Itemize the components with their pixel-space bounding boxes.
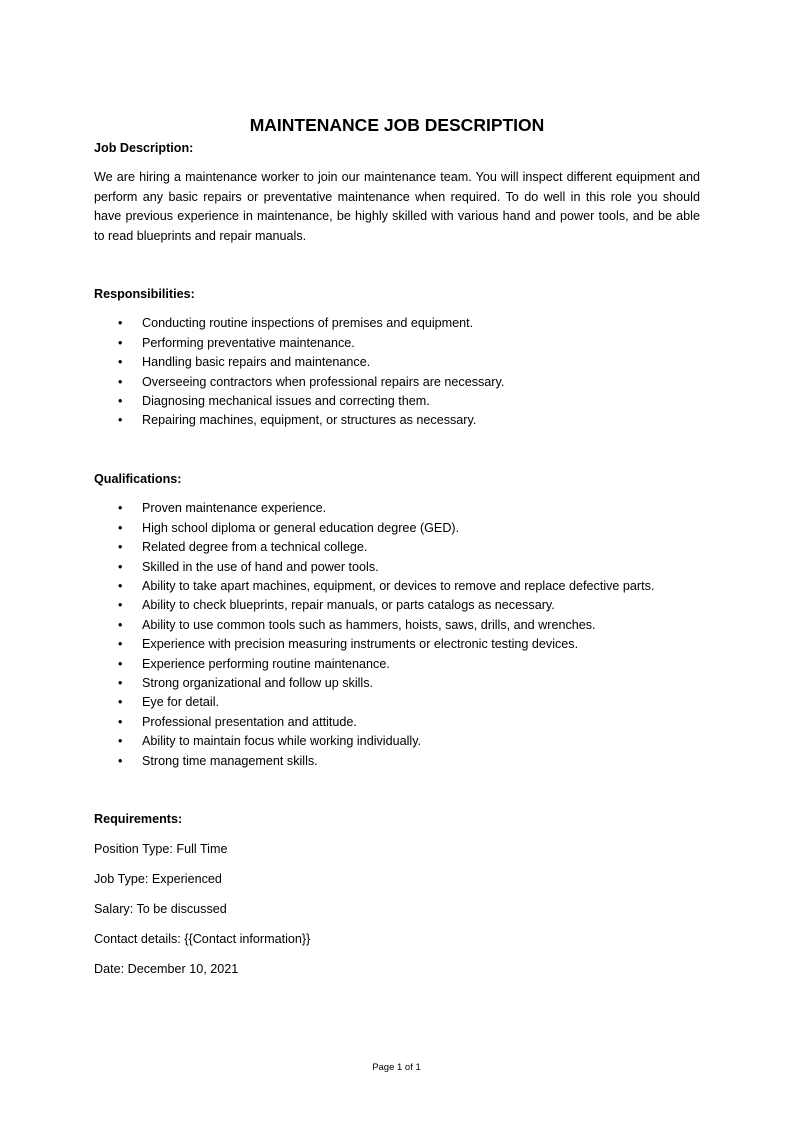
list-item-text: Ability to take apart machines, equipment, or devices to remove and replace defective parts. — [142, 578, 655, 593]
list-item — [94, 596, 700, 615]
list-item-text: Professional presentation and attitude. — [142, 714, 357, 729]
list-item-text: Conducting routine inspections of premises and equipment. — [142, 316, 474, 331]
bullet-icon: • — [118, 656, 123, 671]
bullet-icon: • — [118, 637, 123, 652]
list-item-text: Experience performing routine maintenance. — [142, 656, 390, 671]
responsibilities-list — [94, 314, 700, 430]
list-item — [94, 635, 700, 654]
list-item — [94, 577, 700, 596]
list-item — [94, 655, 700, 674]
bullet-icon: • — [118, 714, 123, 729]
list-item-text: Diagnosing mechanical issues and correcting them. — [142, 394, 430, 409]
list-item-text: Repairing machines, equipment, or structures as necessary. — [142, 413, 477, 428]
list-item — [94, 499, 700, 518]
contact-details: Contact details: {{Contact information}} — [94, 932, 311, 947]
document-title: MAINTENANCE JOB DESCRIPTION — [249, 115, 545, 135]
page-number-footer: Page 1 of 1 — [372, 1062, 421, 1073]
bullet-icon: • — [118, 335, 123, 350]
list-item-text: Handling basic repairs and maintenance. — [142, 355, 371, 370]
list-item — [94, 713, 700, 732]
list-item-text: Ability to maintain focus while working individually. — [142, 734, 422, 749]
list-item-text: Overseeing contractors when professional repairs are necessary. — [142, 374, 505, 389]
list-item-text: Performing preventative maintenance. — [142, 335, 355, 350]
bullet-icon: • — [118, 394, 123, 409]
list-item — [94, 314, 700, 333]
date: Date: December 10, 2021 — [94, 962, 239, 977]
bullet-icon: • — [118, 617, 123, 632]
requirements-heading: Requirements: — [94, 811, 183, 826]
bullet-icon: • — [118, 374, 123, 389]
list-item — [94, 411, 700, 430]
bullet-icon: • — [118, 413, 123, 428]
document-body — [94, 114, 700, 990]
list-item-text: Ability to use common tools such as hammers, hoists, saws, drills, and wrenches. — [142, 617, 596, 632]
bullet-icon: • — [118, 355, 123, 370]
list-item — [94, 693, 700, 712]
bullet-icon: • — [118, 520, 123, 535]
list-item-text: Skilled in the use of hand and power tools. — [142, 559, 379, 574]
list-item — [94, 558, 700, 577]
bullet-icon: • — [118, 316, 123, 331]
qualifications-list — [94, 499, 700, 771]
list-item — [94, 538, 700, 557]
list-item-text: Proven maintenance experience. — [142, 501, 327, 516]
qualifications-heading: Qualifications: — [94, 471, 182, 486]
list-item-text: High school diploma or general education degree (GED). — [142, 520, 460, 535]
bullet-icon: • — [118, 540, 123, 555]
job-description-text: We are hiring a maintenance worker to join our maintenance team. You will inspect different equipment and perform any basic repairs or preventative maintenance when required. To do well in this role you should have previous experience in maintenance, be highly skilled with various hand and power tools, and be able to read blueprints and repair manuals. — [94, 170, 700, 243]
salary: Salary: To be discussed — [94, 902, 227, 917]
list-item — [94, 674, 700, 693]
list-item-text: Strong organizational and follow up skills. — [142, 675, 374, 690]
list-item-text: Related degree from a technical college. — [142, 540, 368, 555]
list-item — [94, 752, 700, 771]
bullet-icon: • — [118, 695, 123, 710]
job-type: Job Type: Experienced — [94, 872, 222, 887]
bullet-icon: • — [118, 578, 123, 593]
bullet-icon: • — [118, 559, 123, 574]
job-description-heading: Job Description: — [94, 141, 194, 155]
bullet-icon: • — [118, 501, 123, 516]
list-item — [94, 392, 700, 411]
list-item-text: Strong time management skills. — [142, 753, 318, 768]
responsibilities-heading: Responsibilities: — [94, 287, 195, 302]
bullet-icon: • — [118, 598, 123, 613]
list-item-text: Eye for detail. — [142, 695, 220, 710]
list-item — [94, 334, 700, 353]
bullet-icon: • — [118, 675, 123, 690]
list-item — [94, 519, 700, 538]
position-type: Position Type: Full Time — [94, 842, 228, 857]
list-item — [94, 732, 700, 751]
list-item-text: Experience with precision measuring instruments or electronic testing devices. — [142, 637, 579, 652]
list-item — [94, 616, 700, 635]
list-item — [94, 373, 700, 392]
bullet-icon: • — [118, 734, 123, 749]
list-item — [94, 353, 700, 372]
list-item-text: Ability to check blueprints, repair manuals, or parts catalogs as necessary. — [142, 598, 555, 613]
bullet-icon: • — [118, 753, 123, 768]
